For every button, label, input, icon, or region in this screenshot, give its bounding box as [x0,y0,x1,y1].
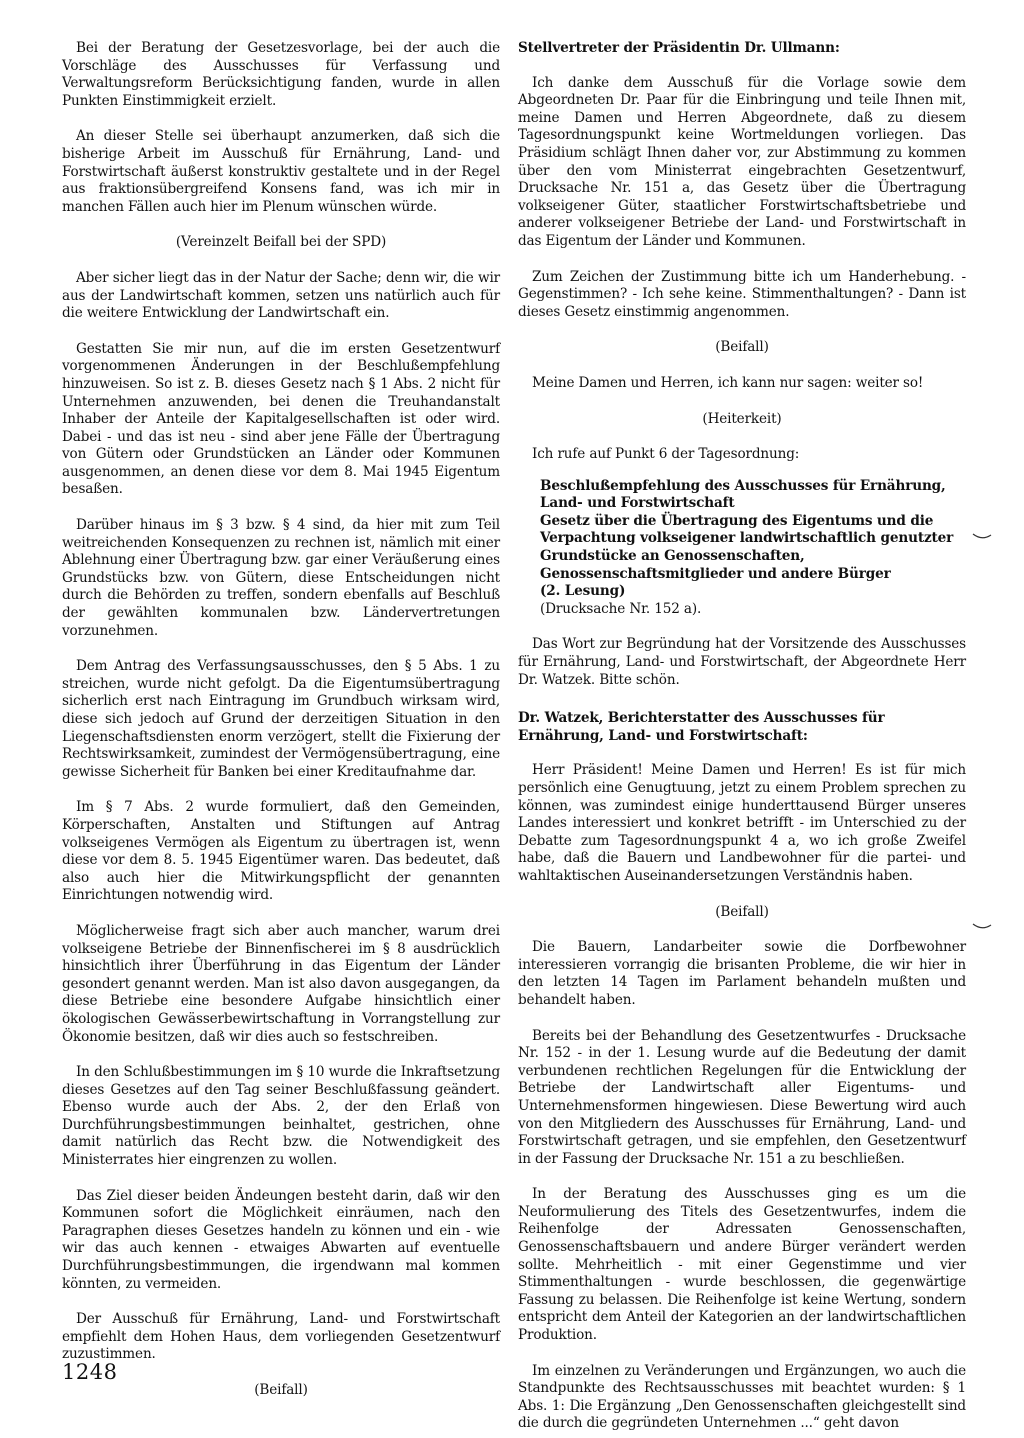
speaker-heading: Dr. Watzek, Berichterstatter des Ausschusses für Ernährung, Land- und Forstwirtschaft: [518,710,885,744]
page-number: 1248 [62,1360,118,1384]
left-column [62,40,500,1400]
margin-mark-icon [972,922,992,932]
paragraph: Das Wort zur Begründung hat der Vorsitzende des Ausschusses für Ernährung, Land- und Forstwirtschaft, der Abgeordnete Herr Dr. Watzek. Bitte schön. [518,636,966,688]
agenda-line: (Drucksache Nr. 152 a). [540,600,702,617]
paragraph: Gestatten Sie mir nun, auf die im ersten Gesetzentwurf vorgenommenen Änderungen in der Beschlußempfehlung hinzuweisen. So ist z. B. dieses Gesetz nach § 1 Abs. 2 nicht für Unternehmen anzuwenden, bei denen die Treuhandanstalt Inhaber der Anteile der Kapitalgesellschaften ist oder wird. Dabei - und das ist neu - sind aber jene Fälle der Übertragung von Gütern oder Grundstücken an Länder oder Kommunen ausgenommen, an denen diese vor dem 8. Mai 1945 Eigentum besaßen. [62,340,500,498]
reaction-note: (Vereinzelt Beifall bei der SPD) [175,234,387,251]
paragraph: In der Beratung des Ausschusses ging es um die Neuformulierung des Titels des Gesetzentwurfes, indem die Reihenfolge der Adressaten Genossenschaften, Genossenschaftsbauern und andere Bürger verändert werden sollte. Mehrheitlich - mit einer Gegenstimme und vier Stimmenthaltungen - wurde beschlossen, die gegenwärtige Fassung zu belassen. Die Reihenfolge ist keine Wertung, sondern entspricht dem Anteil der Kategorien an der landwirtschaftlichen Produktion. [518,1186,966,1344]
reaction-note: (Beifall) [254,1382,308,1398]
margin-mark-icon [972,532,992,542]
paragraph: Ich rufe auf Punkt 6 der Tagesordnung: [532,446,800,463]
paragraph: Aber sicher liegt das in der Natur der Sache; denn wir, die wir aus der Landwirtschaft kommen, setzen uns natürlich auch für die weitere Entwicklung der Landwirtschaft ein. [62,269,500,322]
paragraph: Im einzelnen zu Veränderungen und Ergänzungen, wo auch die Standpunkte des Rechtsausschusses mit beachtet wurden: § 1 Abs. 1: Die Ergänzung „Den Genossenschaften gleichgestellt sind die durch die gegründeten Unternehmen ...“ geht davon [518,1362,966,1432]
paragraph: Herr Präsident! Meine Damen und Herren! Es ist für mich persönlich eine Genugtuung, jetzt zu einem Problem sprechen zu können, was zumindest einige hunderttausend Bürger unseres Landes interessiert und konkret betrifft - im Unterschied zu der Debatte zum Tagesordnungspunkt 4 a, wo ich große Zweifel habe, daß die Bauern und Landbewohner für die partei- und wahltaktischen Auseinandersetzungen Verständnis haben. [518,762,966,884]
paragraph: Dem Antrag des Verfassungsausschusses, den § 5 Abs. 1 zu streichen, wurde nicht gefolgt. Da die Eigentumsübertragung sicherlich erst nach Eintragung im Grundbuch wirksam wird, diese sich jedoch auf Grund der derzeitigen Situation in den Liegenschaftsdiensten enorm verzögert, stellt die Fixierung der Rechtswirksamkeit, zumindest der Vermögensübertragung, eine gewisse Sicherheit für Banken bei einer Kreditaufnahme dar. [62,658,500,780]
agenda-item [518,478,966,619]
paragraph: Ich danke dem Ausschuß für die Vorlage sowie dem Abgeordneten Dr. Paar für die Einbringung und teile Ihnen mit, meine Damen und Herren Abgeordnete, daß zu diesem Tagesordnungspunkt keine Wortmeldungen vorliegen. Das Präsidium schlägt Ihnen daher vor, zur Abstimmung zu kommen über den vom Ministerrat eingebrachten Gesetzentwurf, Drucksache Nr. 151 a, das Gesetz über die Übertragung volkseigener Güter, staatlicher Forstwirtschaftsbetriebe und anderer volkseigener Betriebe der Land- und Forstwirtschaft in das Eigentum der Länder und Kommunen. [518,74,966,249]
agenda-line: (2. Lesung) [540,583,626,600]
paragraph: In den Schlußbestimmungen im § 10 wurde die Inkraftsetzung dieses Gesetzes auf den Tag seiner Beschlußfassung geändert. Ebenso wurde auch der Abs. 2, der den Erlaß von Durchführungsbestimmungen beinhaltet, gestrichen, ohne damit natürlich das Recht bzw. die Notwendigkeit des Ministerrates hier eingrenzen zu wollen. [62,1064,500,1169]
paragraph: Darüber hinaus im § 3 bzw. § 4 sind, da hier mit zum Teil weitreichenden Konsequenzen zu rechnen ist, nämlich mit einer Ablehnung einer Übertragung bzw. gar einer Veräußerung eines Grundstücks bzw. von Gütern, diese Entscheidungen nicht durch die Behörden zu treffen, sondern ebenfalls auf Beschluß der gewählten kommunalen bzw. Ländervertretungen vorzunehmen. [62,517,500,639]
paragraph: Im § 7 Abs. 2 wurde formuliert, daß den Gemeinden, Körperschaften, Anstalten und Stiftungen auf Antrag volkseigenes Vermögen als Eigentum zu übertragen ist, wenn diese vor dem 8. 5. 1945 Eigentümer waren. Das bedeutet, daß also auch hier die Mitwirkungspflicht der genannten Einrichtungen notwendig wird. [62,799,500,904]
speaker-heading: Stellvertreter der Präsidentin Dr. Ullmann: [518,40,840,56]
reaction-note: (Beifall) [715,903,769,920]
paragraph: An dieser Stelle sei überhaupt anzumerken, daß sich die bisherige Arbeit im Ausschuß für Ernährung, Land- und Forstwirtschaft äußerst konstruktiv gestaltete und in der Regel aus fraktionsübergreifend Konsens fand, was ich mir in manchen Fällen auch hier im Plenum wünschen würde. [62,128,500,215]
paragraph: Möglicherweise fragt sich aber auch mancher, warum drei volkseigene Betriebe der Binnenfischerei im § 8 ausdrücklich hinsichtlich ihrer Überführung in das Eigentum der Länder gesondert genannt werden. Man ist also davon ausgegangen, da diese Betriebe eine besondere Aufgabe hinsichtlich einer ökologischen Gewässerbewirtschaftung in Vorrangstellung zur Ökonomie besitzen, daß wir dies auch so festschreiben. [62,922,500,1045]
paragraph: Das Ziel dieser beiden Ändeungen besteht darin, daß wir den Kommunen sofort die Möglichkeit einräumen, nach den Paragraphen dieses Gesetzes handeln zu können und ein - wie wir das auch kennen - etwaiges Abwarten auf eventuelle Durchführungsbestimmungen, die irgendwann mal kommen könnten, zu vermeiden. [62,1187,500,1292]
agenda-line: Beschlußempfehlung des Ausschusses für Ernährung, Land- und Forstwirtschaft [540,477,946,512]
agenda-line: Gesetz über die Übertragung des Eigentums und die Verpachtung volkseigener landwirtschaftlich genutzter Grundstücke an Genossenschaften, Genossenschaftsmitglieder und andere Bürger [540,512,954,582]
paragraph: Zum Zeichen der Zustimmung bitte ich um Handerhebung. - Gegenstimmen? - Ich sehe keine. Stimmenthaltungen? - Dann ist dieses Gesetz einstimmig angenommen. [518,268,966,320]
reaction-note: (Beifall) [715,339,769,356]
paragraph: Bei der Beratung der Gesetzesvorlage, bei der auch die Vorschläge des Ausschusses für Verfassung und Verwaltungsreform Berücksichtigung fanden, wurde in allen Punkten Einstimmigkeit erzielt. [62,40,500,109]
paragraph: Die Bauern, Landarbeiter sowie die Dorfbewohner interessieren vorrangig die brisanten Probleme, die wir hier in den letzten 14 Tagen im Parlament behandeln mußten und behandelt haben. [518,939,966,1008]
reaction-note: (Heiterkeit) [702,410,782,427]
right-column [518,40,966,1433]
paragraph: Der Ausschuß für Ernährung, Land- und Forstwirtschaft empfiehlt dem Hohen Haus, dem vorliegenden Gesetzentwurf zuzustimmen. [62,1311,500,1363]
paragraph: Bereits bei der Behandlung des Gesetzentwurfes - Drucksache Nr. 152 - in der 1. Lesung wurde auf die Bedeutung der damit verbundenen rechtlichen Regelungen für die Entwicklung der Betriebe der Landwirtschaft aller Eigentums- und Unternehmensformen hingewiesen. Diese Bewertung wird auch von den Mitgliedern des Ausschusses für Ernährung, Land- und Forstwirtschaft getragen, und sie empfehlen, den Gesetzentwurf in der Fassung der Drucksache Nr. 151 a zu beschließen. [518,1027,966,1167]
paragraph: Meine Damen und Herren, ich kann nur sagen: weiter so! [532,374,924,391]
